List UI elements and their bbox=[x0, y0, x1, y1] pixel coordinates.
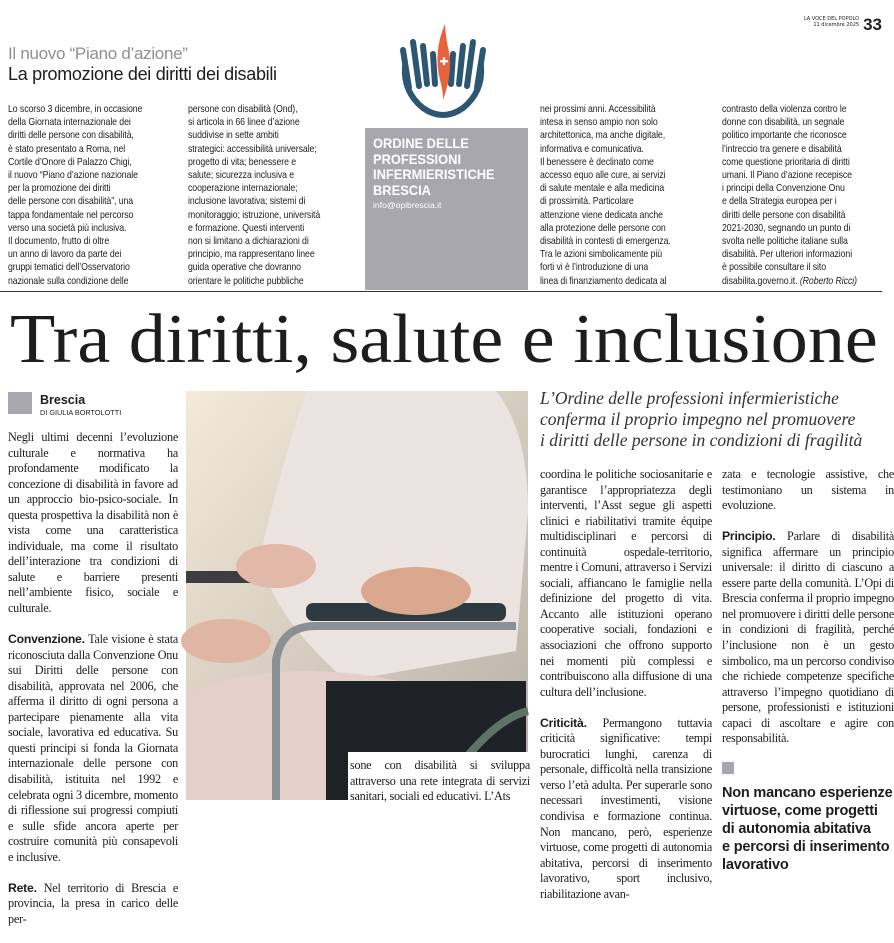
subhead: Convenzione. bbox=[8, 632, 85, 647]
box-kicker: Il nuovo “Piano d’azione” bbox=[8, 44, 188, 63]
headline: Tra diritti, salute e inclusione bbox=[10, 301, 878, 378]
article-photo bbox=[186, 391, 528, 800]
box-column-4: contrasto della violenza contro le donne con disabilità, un segnale politico importante che riconosce l’intreccio tra genere e disabilità come questione prioritaria di diritti umani. Il Piano d’azione recepisce i principi della Convenzione Onu e della Strategia europea per i diritti delle persone con disabilità 2021-2030, segnando un punto di svolta nelle politiche italiane sulla disabilità. Per ulteriori informazioni è possibile consultare il sito disabilita.governo.it. (Roberto Ricci) bbox=[722, 104, 857, 287]
intro-paragraph: Negli ultimi decenni l’evoluzione culturale e normativa ha profondamente modificato la concezione di disabilità in favore ad un approccio bio-psico-sociale. In questa prospettiva la disabilità non è vista come una caratteristica individuale, ma come il risultato dell’interazione tra condizioni di salute e barriere presenti nell’ambiente fisico, sociale e culturale. bbox=[8, 430, 178, 616]
issue-date: 11 dicembre 2025 bbox=[813, 22, 860, 28]
article-column-3: coordina le politiche sociosanitarie e garantisce l’appropriatezza degli interventi, l’Asst segue gli aspetti clinici e riabilitativi tramite équipe multidisciplinari e percorsi di continuità ospedale-territorio, mentre i Comuni, attraverso i Servizi sociali, affiancano le famiglie nella definizione del progetto di vita. Accanto alle istituzioni operano cooperative sociali, fondazioni e associazioni che offrono supporto nei momenti più complessi e contribuiscono alla diffusione di una cultura dell’inclusione. Criticità. Permangono tuttavia criticità significative: tempi burocratici lunghi, carenza di personale, difficoltà nella transizione verso l’età adulta. Per superarle sono necessari investimenti, visione condivisa e formazione continua. Non mancano, però, esperienze virtuose, come progetti di autonomia abitativa, percorsi di inserimento lavorativo, sport inclusivo, riabilitazione avan- bbox=[540, 467, 712, 901]
subhead: Principio. bbox=[722, 529, 776, 544]
location-marker bbox=[8, 392, 32, 414]
wheelchair-photo-icon bbox=[186, 391, 528, 800]
article-column-1: Negli ultimi decenni l’evoluzione culturale e normativa ha profondamente modificato la concezione di disabilità in favore ad un approccio bio-psico-sociale. In questa prospettiva la disabilità non è vista come una caratteristica individuale, ma come il risultato dell’interazione tra condizioni di salute e barriere presenti nell’ambiente fisico, sociale e culturale. Convenzione. Tale visione è stata riconosciuta dalla Convenzione Onu sui Diritti delle persone con disabilità, approvata nel 2006, che afferma il diritto di ogni persona a partecipare pienamente alla vita sociale, lavorativa ed educativa. Su questi principi si fonda la Giornata internazionale delle persone con disabilità, istituita nel 1992 e celebrata ogni 3 dicembre, momento di riflessione sui progressi compiuti e sulle sfide ancora aperte per costruire comunità più consapevoli e inclusive. Rete. Nel territorio di Brescia e provincia, la presa in carico delle per- bbox=[8, 430, 178, 926]
newspaper-name: LA VOCE DEL POPOLO bbox=[803, 16, 860, 22]
article-column-4: zata e tecnologie assistive, che testimoniano un sistema in evoluzione. Principio. Parlare di disabilità significa affermare un principio universale: il diritto di ciascuno a essere parte della comunità. L’Opi di Brescia conferma il proprio impegno nel promuovere i diritti delle persone in condizioni di fragilità, perché l’inclusione non è un gesto simbolico, ma un percorso condiviso che richiede competenze specifiche attraverso l’impegno quotidiano di persone, professionisti e istituzioni capaci di ascoltare e agire con responsabilità. Non mancano esperienze virtuose, come progetti di autonomia abitativa e percorsi di inserimento lavorativo bbox=[722, 467, 894, 874]
sponsor-box bbox=[365, 128, 528, 290]
page-number: 33 bbox=[863, 15, 882, 34]
subhead: Criticità. bbox=[540, 715, 587, 730]
article-column-2: sone con disabilità si sviluppa attraverso una rete integrata di servizi sanitari, sociali ed educativi. L’Ats bbox=[350, 758, 530, 804]
sponsor-email[interactable]: info@opibrescia.it bbox=[373, 200, 442, 210]
byline: DI GIULIA BORTOLOTTI bbox=[40, 408, 122, 417]
pull-quote: Non mancano esperienze virtuose, come progetti di autonomia abitativa e percorsi di inserimento lavorativo bbox=[722, 785, 893, 874]
pull-quote-marker bbox=[722, 762, 734, 774]
box-column-3: nei prossimi anni. Accessibilità intesa in senso ampio non solo architettonica, ma anche digitale, informativa e comunicativa. Il benessere è declinato come accesso equo alle cure, ai servizi di salute mentale e alla medicina di prossimità. Particolare attenzione viene dedicata anche alla protezione delle persone con disabilità in contesti di emergenza. Tra le azioni simbolicamente più forti vi è l’introduzione di una linea di finanziamento dedicata al bbox=[540, 104, 671, 287]
article-deck: L’Ordine delle professioni infermieristiche conferma il proprio impegno nel promuovere i diritti delle persone in condizioni di fragilità bbox=[540, 388, 863, 450]
sponsor-name: ORDINE DELLE PROFESSIONI INFERMIERISTICHE BRESCIA bbox=[373, 135, 495, 198]
masthead bbox=[804, 16, 882, 33]
opi-logo-icon bbox=[393, 22, 493, 126]
divider bbox=[0, 291, 882, 292]
location: Brescia bbox=[40, 393, 86, 407]
box-title: La promozione dei diritti dei disabili bbox=[8, 64, 277, 84]
box-column-1: Lo scorso 3 dicembre, in occasione della Giornata internazionale dei diritti delle persone con disabilità, è stato presentato a Roma, nel Cortile d’Onore di Palazzo Chigi, il nuovo “Piano d’azione nazionale per la promozione dei diritti delle persone con disabilità”, una tappa fondamentale nel percorso verso una società più inclusiva. Il documento, frutto di oltre un anno di lavoro da parte dei gruppi tematici dell’Osservatorio nazionale sulla condizione delle bbox=[8, 104, 143, 287]
subhead: Rete. bbox=[8, 880, 37, 895]
signature: (Roberto Ricci) bbox=[799, 275, 857, 287]
box-column-2: persone con disabilità (Ond), si articola in 66 linee d’azione suddivise in sette ambiti strategici: accessibilità universale; progetto di vita; benessere e salute; sicurezza inclusiva e cooperazione internazionale; inclusione lavorativa; sistemi di monitoraggio; istruzione, università e formazione. Questi interventi non si limitano a dichiarazioni di principio, ma rappresentano linee guida operative che dovranno orientare le politiche pubbliche bbox=[188, 104, 321, 287]
